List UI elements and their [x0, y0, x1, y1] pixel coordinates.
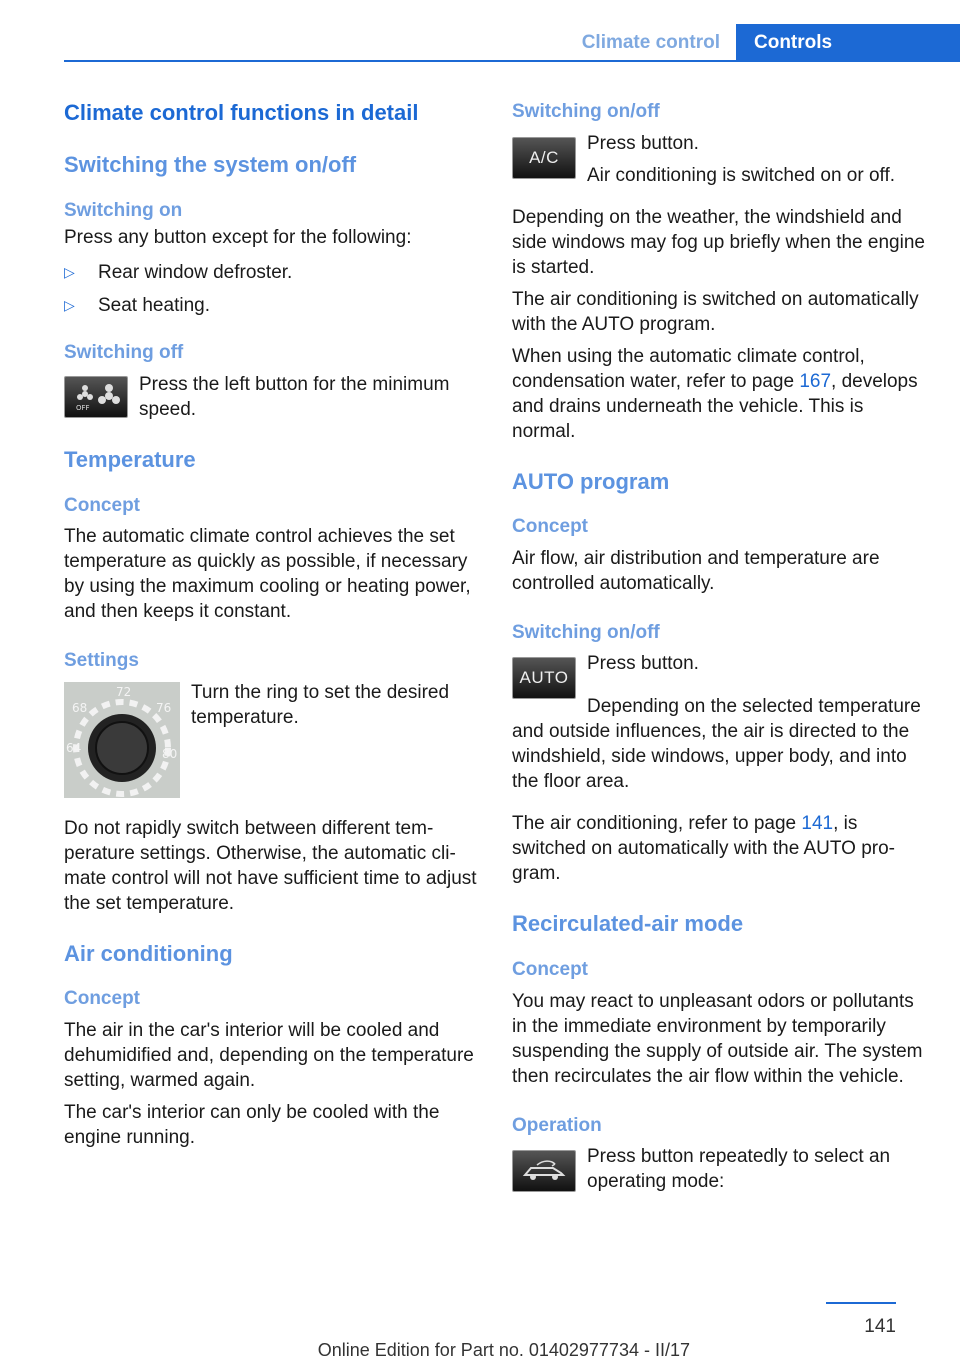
heading-air-conditioning: Air conditioning [64, 940, 233, 966]
text-airflow: Air flow, air distribution and temperature are controlled automatically. [512, 547, 880, 594]
page-header [64, 24, 960, 62]
text-condensation: When using the automatic climate control, condensation water, refer to page 167, develops and drains underneath the vehicle. This is normal. [512, 345, 918, 442]
heading-recirculated-air: Recirculated-air mode [512, 911, 744, 937]
text-press-button: Press button. [587, 132, 699, 154]
dial-mark: 72 [116, 684, 132, 699]
heading-concept: Concept [64, 988, 140, 1010]
header-section: Climate control [581, 32, 720, 53]
edition-text: Online Edition for Part no. 01402977734 - II/17 [317, 1340, 690, 1360]
text-rapid-switch: Do not rapidly switch between different temperature settings. Otherwise, the automatic climate control will not have sufficient time to adjust the set temperature. [64, 817, 477, 914]
text-depending: Depending on the selected temperature and outside influences, the air is directed to the windshield, side windows, upper body, and into the floor area. [512, 696, 921, 793]
dial-mark: 64 [66, 740, 82, 755]
figure-auto-button [512, 651, 928, 701]
heading-switching-onoff: Switching on/off [512, 101, 660, 122]
dial-mark: 76 [156, 700, 172, 715]
heading-switching-off: Switching off [64, 342, 184, 364]
temperature-dial-icon [64, 682, 180, 798]
ac-button-icon: A/C [512, 137, 576, 179]
left-column [64, 100, 484, 1157]
heading-operation: Operation [512, 1114, 602, 1136]
text-press-button: Press button. [587, 653, 699, 675]
dial-mark: 80 [162, 746, 178, 761]
text-engine-running: The car's interior can only be cooled with the engine running. [64, 1102, 440, 1148]
header-rule [64, 60, 960, 62]
fan-off-button-icon [64, 376, 128, 418]
footer-rule [826, 1302, 896, 1304]
triangle-bullet-icon: ▷ [64, 264, 75, 281]
text-operation: Press button repeatedly to select an operating mode: [587, 1146, 891, 1193]
text-press-left: Press the left button for the minimum speed. [139, 374, 450, 421]
text-concept-temperature: The automatic climate control achieves the set temperature as quickly as possible, if necessary by using the maximum cooling or heating power, and then keeps it constant. [64, 526, 471, 623]
bullet-list [64, 257, 484, 323]
heading-temperature: Temperature [64, 447, 196, 473]
figure-fan-off [64, 372, 484, 422]
heading-settings: Settings [64, 650, 139, 672]
text-press-any: Press any button except for the following: [64, 227, 412, 249]
page-link-167[interactable]: 167 [799, 370, 832, 392]
dial-mark: 68 [72, 700, 88, 715]
text-recirculate: You may react to unpleasant odors or pollutants in the immediate environment by temporarily suspending the supply of outside air. The system then recirculates the air flow within the vehicle. [512, 990, 923, 1087]
text-air-cooled: The air in the car's interior will be cooled and dehumidified and, depending on the temperature setting, warmed again. [64, 1020, 474, 1091]
text-auto-on: The air conditioning is switched on automatically with the AUTO program. [512, 288, 919, 335]
right-column [512, 100, 928, 1201]
text-ac-auto: The air conditioning, refer to page 141, is switched on automatically with the AUTO program. [512, 813, 895, 885]
triangle-bullet-icon: ▷ [64, 297, 75, 314]
figure-temperature-dial [64, 680, 484, 798]
heading-switching-onoff: Switching on/off [512, 621, 660, 643]
list-item: ▷ Rear window defroster. [64, 257, 484, 290]
heading-functions: Climate control functions in detail [64, 100, 419, 125]
heading-concept: Concept [512, 958, 588, 980]
heading-concept: Concept [64, 494, 140, 516]
auto-button-icon: AUTO [512, 657, 576, 699]
heading-switching-system: Switching the system on/off [64, 152, 357, 178]
list-item: ▷ Seat heating. [64, 290, 484, 323]
text-weather: Depending on the weather, the windshield and side windows may fog up briefly when the engine is started. [512, 206, 925, 278]
heading-concept: Concept [512, 516, 588, 538]
page-link-141[interactable]: 141 [801, 813, 834, 835]
figure-ac-button [512, 131, 928, 188]
figure-recirc-button [512, 1144, 928, 1194]
text-settings: Turn the ring to set the desired temperature. [191, 681, 450, 728]
heading-switching-on: Switching on [64, 199, 183, 221]
header-tab-controls[interactable]: Controls [736, 24, 960, 62]
page-footer [0, 1302, 960, 1362]
svg-text:OFF: OFF [76, 404, 90, 413]
heading-auto-program: AUTO program [512, 468, 670, 494]
text-ac-onoff: Air conditioning is switched on or off. [587, 164, 896, 186]
page-number: 141 [864, 1316, 896, 1337]
recirculation-button-icon [512, 1150, 576, 1192]
